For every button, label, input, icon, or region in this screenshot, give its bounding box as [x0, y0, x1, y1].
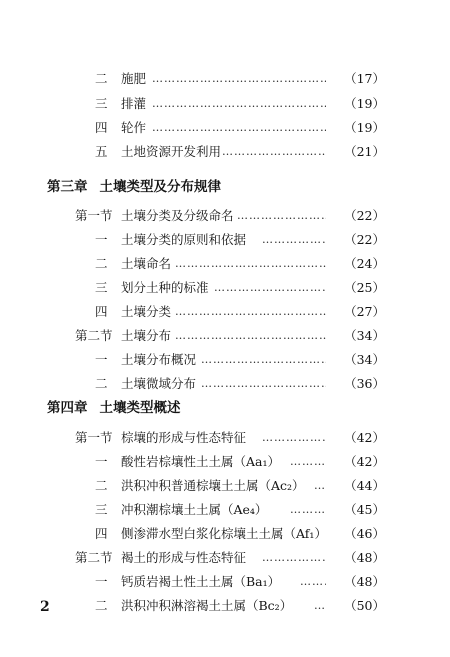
- toc-entry: [0, 596, 385, 616]
- chapter-title: 土壤类型概述: [99, 400, 181, 416]
- chapter-title: 土壤类型及分布规律: [99, 179, 221, 195]
- toc-entry: [0, 302, 385, 322]
- entry-page: （50）: [344, 598, 385, 613]
- leader-dots: [300, 572, 326, 592]
- entry-number: 第二节: [75, 550, 113, 565]
- chapter-heading: [47, 398, 193, 418]
- page-number: 2: [40, 599, 50, 615]
- entry-number: 一: [95, 352, 108, 367]
- entry-number: 二: [95, 376, 108, 391]
- entry-number: 第一节: [75, 430, 113, 445]
- entry-number: 一: [95, 574, 108, 589]
- entry-title: 酸性岩棕壤性土土属（Aa₁）: [121, 454, 280, 469]
- entry-number: 二: [95, 256, 108, 271]
- entry-title: 钙质岩褐土性土土属（Ba₁）: [121, 574, 281, 589]
- leader-dots: [314, 596, 326, 616]
- entry-title: 土壤分类及分级命名: [121, 208, 234, 223]
- entry-title: 洪积冲积淋溶褐土土属（Bc₂）: [121, 598, 293, 613]
- entry-page: （34）: [344, 328, 385, 343]
- toc-entry: [0, 374, 385, 394]
- entry-title: 排灌: [121, 96, 147, 111]
- leader-dots: [201, 374, 326, 394]
- entry-page: （22）: [344, 232, 385, 247]
- toc-entry: [0, 206, 385, 226]
- entry-number: 二: [95, 598, 108, 613]
- toc-entry: [0, 476, 385, 496]
- entry-title: 土壤微域分布: [121, 376, 197, 391]
- entry-page: （17）: [344, 71, 385, 86]
- entry-page: （42）: [344, 430, 385, 445]
- leader-dots: [201, 350, 326, 370]
- toc-entry: [0, 548, 385, 568]
- entry-page: （44）: [344, 478, 385, 493]
- entry-title: 土地资源开发利用: [121, 144, 222, 159]
- toc-entry: [0, 326, 385, 346]
- chapter-label: 第四章: [47, 400, 88, 416]
- toc-entry: [0, 350, 385, 370]
- entry-title: 褐土的形成与性态特征: [121, 550, 247, 565]
- entry-number: 二: [95, 71, 108, 86]
- leader-dots: [175, 326, 326, 346]
- entry-page: （27）: [344, 304, 385, 319]
- entry-page: （24）: [344, 256, 385, 271]
- entry-page: （48）: [344, 550, 385, 565]
- entry-number: 三: [95, 96, 108, 111]
- entry-title: 土壤分类: [121, 304, 172, 319]
- toc-entry: [0, 142, 385, 162]
- entry-title: 土壤分布概况: [121, 352, 197, 367]
- entry-title: 土壤命名: [121, 256, 172, 271]
- leader-dots: [262, 428, 326, 448]
- leader-dots: [222, 142, 326, 162]
- entry-title: 土壤分布: [121, 328, 172, 343]
- toc-entry: [0, 230, 385, 250]
- leader-dots: [290, 500, 326, 520]
- leader-dots: [152, 94, 326, 114]
- leader-dots: [290, 452, 326, 472]
- entry-title: 侧渗滞水型白浆化棕壤土土属（Af₁）: [121, 526, 327, 541]
- entry-page: （46）: [344, 526, 385, 541]
- entry-number: 二: [95, 478, 108, 493]
- entry-number: 三: [95, 280, 108, 295]
- leader-dots: [237, 206, 326, 226]
- entry-page: （21）: [344, 144, 385, 159]
- entry-number: 四: [95, 526, 108, 541]
- entry-page: （48）: [344, 574, 385, 589]
- toc-entry: [0, 118, 385, 138]
- leader-dots: [175, 254, 326, 274]
- chapter-label: 第三章: [47, 179, 88, 195]
- chapter-heading: [47, 177, 233, 197]
- toc-entry: [0, 94, 385, 114]
- entry-page: （19）: [344, 120, 385, 135]
- entry-number: 三: [95, 502, 108, 517]
- entry-page: （34）: [344, 352, 385, 367]
- entry-number: 一: [95, 232, 108, 247]
- entry-number: 五: [95, 144, 108, 159]
- toc-entry: [0, 572, 385, 592]
- entry-page: （22）: [344, 208, 385, 223]
- entry-page: （45）: [344, 502, 385, 517]
- entry-title: 土壤分类的原则和依据: [121, 232, 247, 247]
- toc-entry: [0, 428, 385, 448]
- entry-number: 第一节: [75, 208, 113, 223]
- leader-dots: [214, 278, 326, 298]
- entry-title: 划分土种的标准: [121, 280, 209, 295]
- toc-entry: [0, 452, 385, 472]
- entry-title: 施肥: [121, 71, 147, 86]
- entry-number: 一: [95, 454, 108, 469]
- entry-title: 洪积冲积普通棕壤土土属（Ac₂）: [121, 478, 305, 493]
- leader-dots: [262, 230, 326, 250]
- leader-dots: [314, 476, 326, 496]
- leader-dots: [152, 118, 326, 138]
- entry-title: 冲积潮棕壤土土属（Ae₄）: [121, 502, 268, 517]
- entry-page: （42）: [344, 454, 385, 469]
- leader-dots: [175, 302, 326, 322]
- entry-page: （19）: [344, 96, 385, 111]
- leader-dots: [262, 548, 326, 568]
- entry-number: 四: [95, 120, 108, 135]
- entry-number: 四: [95, 304, 108, 319]
- entry-page: （36）: [344, 376, 385, 391]
- toc-entry: [0, 278, 385, 298]
- toc-entry: [0, 69, 385, 89]
- entry-page: （25）: [344, 280, 385, 295]
- toc-entry: [0, 500, 385, 520]
- entry-number: 第二节: [75, 328, 113, 343]
- toc-entry: [0, 254, 385, 274]
- leader-dots: [152, 69, 326, 89]
- entry-title: 轮作: [121, 120, 147, 135]
- entry-title: 棕壤的形成与性态特征: [121, 430, 247, 445]
- toc-entry: [0, 524, 385, 544]
